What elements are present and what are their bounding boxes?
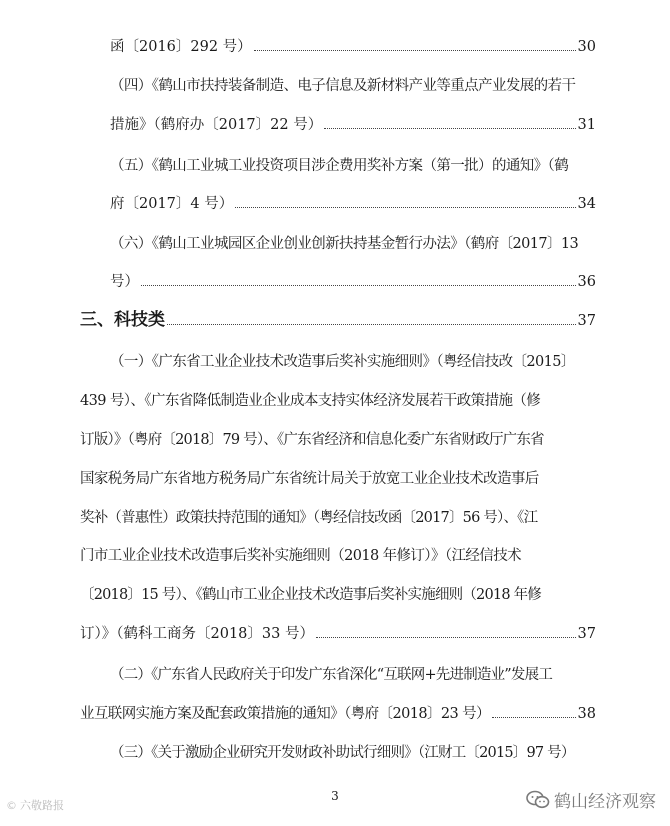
toc-entry-continuation [80, 585, 600, 605]
toc-entry-text: 业互联网实施方案及配套政策措施的通知》（粤府〔2018〕23 号） [80, 706, 490, 722]
toc-entry-text: 国家税务局广东省地方税务局广东省统计局关于放宽工业企业技术改造事后 [80, 471, 539, 487]
toc-entry-text: 门市工业企业技术改造事后奖补实施细则（2018 年修订）》（江经信技术 [80, 548, 522, 564]
toc-page-number: 38 [577, 706, 596, 722]
toc-entry-text: 措施》（鹤府办〔2017〕22 号） [110, 117, 323, 133]
toc-entry-text: （五）《鹤山工业城工业投资项目涉企费用奖补方案（第一批）的通知》（鹤 [110, 158, 569, 174]
toc-entry-text: （六）《鹤山工业城园区企业创业创新扶持基金暂行办法》（鹤府〔2017〕13 [110, 236, 579, 252]
toc-entry-continuation [80, 391, 600, 411]
toc-entry-text: 〔2018〕15 号）、《鹤山市工业企业技术改造事后奖补实施细则（2018 年修 [80, 587, 541, 603]
toc-entry[interactable] [0, 194, 670, 214]
toc-leader-dots [141, 285, 576, 286]
toc-entry[interactable] [110, 352, 600, 372]
toc-entry[interactable] [110, 156, 600, 176]
toc-entry[interactable] [0, 272, 670, 292]
toc-entry-text: （一）《广东省工业企业技术改造事后奖补实施细则》（粤经信技改〔2015〕 [110, 354, 575, 370]
toc-entry-text: （二）《广东省人民政府关于印发广东省深化“互联网+先进制造业”发展工 [110, 667, 553, 683]
toc-entry-text: 订）》（鹤科工商务〔2018〕33 号） [80, 626, 314, 642]
toc-page-number: 37 [577, 313, 596, 329]
section-title: 三、科技类 [80, 310, 165, 330]
toc-leader-dots [235, 207, 575, 208]
toc-entry[interactable] [0, 37, 670, 57]
toc-leader-dots [316, 637, 576, 638]
toc-entry-end[interactable] [0, 624, 670, 644]
toc-entry-continuation [80, 430, 600, 450]
toc-entry-text: 订版）》（粤府〔2018〕79 号）、《广东省经济和信息化委广东省财政厅广东省 [80, 432, 544, 448]
page-number: 3 [331, 789, 339, 803]
watermark-logo-icon: © [6, 798, 17, 812]
toc-leader-dots [167, 324, 576, 325]
toc-page-number: 30 [577, 39, 596, 55]
toc-entry[interactable] [110, 234, 600, 254]
wechat-icon [526, 790, 550, 810]
toc-entry-text: 号） [110, 274, 139, 290]
watermark-left-text: 六敬路报 [20, 799, 64, 812]
toc-entry-continuation [80, 469, 600, 489]
watermark-right [526, 787, 656, 812]
toc-entry-continuation [80, 546, 600, 566]
toc-entry[interactable] [110, 665, 600, 685]
toc-section-heading[interactable] [0, 310, 670, 331]
toc-entry-text: 府〔2017〕4 号） [110, 196, 234, 212]
toc-entry-text: 函〔2016〕292 号） [110, 39, 252, 55]
toc-entry-text: 奖补（普惠性）政策扶持范围的通知》（粤经信技改函〔2017〕56 号）、《江 [80, 510, 538, 526]
toc-page-number: 36 [577, 274, 596, 290]
toc-entry-continuation [80, 508, 600, 528]
toc-leader-dots [492, 717, 576, 718]
toc-entry-text: （三）《关于激励企业研究开发财政补助试行细则》（江财工〔2015〕97 号） [110, 745, 575, 761]
toc-entry[interactable] [0, 115, 670, 135]
toc-page-number: 34 [577, 196, 596, 212]
toc-leader-dots [254, 50, 576, 51]
toc-entry[interactable] [110, 743, 600, 763]
toc-entry-text: （四）《鹤山市扶持装备制造、电子信息及新材料产业等重点产业发展的若干 [110, 78, 576, 94]
toc-leader-dots [324, 128, 575, 129]
toc-entry-text: 439 号）、《广东省降低制造业企业成本支持实体经济发展若干政策措施（修 [80, 393, 541, 409]
watermark-left [6, 797, 64, 813]
toc-page-number: 37 [577, 626, 596, 642]
toc-entry[interactable] [110, 76, 600, 96]
watermark-right-text: 鹤山经济观察 [554, 792, 656, 812]
toc-page-number: 31 [577, 117, 596, 133]
toc-entry-end[interactable] [0, 704, 670, 724]
